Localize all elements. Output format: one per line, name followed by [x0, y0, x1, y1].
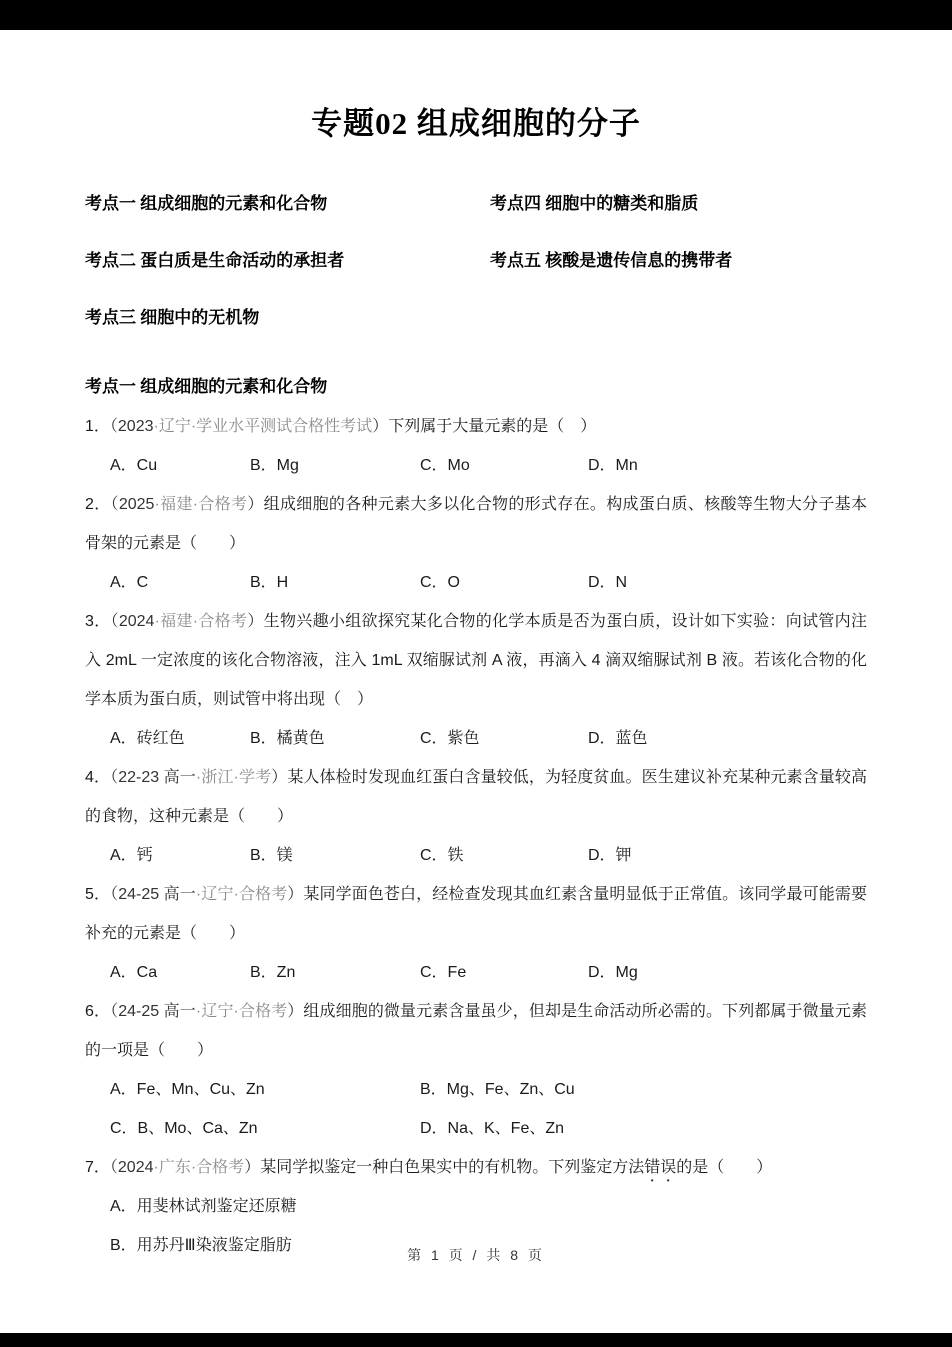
question-number: 7．	[85, 1159, 110, 1176]
question-source: ·福建·合格考	[154, 496, 248, 513]
question-source: ·辽宁·合格考	[195, 1003, 288, 1020]
question-list	[85, 407, 867, 1265]
option-a: A．Ca	[110, 964, 158, 981]
question-text: 下列属于大量元素的是（ ）	[388, 418, 597, 435]
question-options	[85, 836, 867, 875]
question-options	[85, 446, 867, 485]
toc-item-kaodian-5: 考点五 核酸是遗传信息的携带者	[490, 251, 733, 270]
option-a: A．用斐林试剂鉴定还原糖	[110, 1198, 297, 1215]
option-d: D．Mn	[588, 457, 638, 474]
question-source-year: （24-25 高一	[110, 1003, 196, 1020]
question-number: 3．	[85, 613, 111, 630]
option-c: C．紫色	[420, 730, 480, 747]
option-a: A．钙	[110, 847, 153, 864]
option-d: D．N	[588, 574, 628, 591]
question-number: 5．	[85, 886, 111, 903]
option-a: A．Cu	[110, 457, 158, 474]
option-b: B．Mg、Fe、Zn、Cu	[420, 1081, 575, 1098]
toc-item-kaodian-3: 考点三 细胞中的无机物	[85, 308, 260, 327]
question-source-year: （2025	[110, 496, 155, 513]
question-source-year: （2024	[110, 613, 155, 630]
page-title: 专题02 组成细胞的分子	[311, 106, 641, 141]
question-stem	[85, 407, 867, 446]
option-d: D．蓝色	[588, 730, 648, 747]
question-source-close: ）	[247, 496, 264, 513]
question-source-close: ）	[287, 886, 304, 903]
question-stem	[85, 875, 867, 953]
question-options	[85, 719, 867, 758]
question-source: ·辽宁·学业水平测试合格性考试	[153, 418, 373, 435]
question-text: 生物兴趣小组欲探究某化合物的化学本质是否为蛋白质，设计如下实验：向试管内注入 2mL 一定浓度的该化合物溶液，注入 1mL 双缩脲试剂 A 液，再滴入 4 滴双缩脲试剂 B 液。若该化合物的化学本质为蛋白质，则试管中将出现（ ）	[85, 613, 867, 708]
question-source-close: ）	[372, 418, 389, 435]
question-source-year: （24-25 高一	[110, 886, 196, 903]
question-text: 组成细胞的各种元素大多以化合物的形式存在。构成蛋白质、核酸等生物大分子基本骨架的元素是（ ）	[85, 496, 867, 552]
question-source: ·广东·合格考	[153, 1159, 245, 1176]
question-source-year: （22-23 高一	[110, 769, 196, 786]
question-text-emphasis: 错误	[644, 1159, 677, 1176]
option-a: A．Fe、Mn、Cu、Zn	[110, 1081, 265, 1098]
question-source-year: （2023	[109, 418, 154, 435]
option-d: D．Na、K、Fe、Zn	[420, 1120, 565, 1137]
question-source-close: ）	[244, 1159, 261, 1176]
question-source-year: （2024	[109, 1159, 154, 1176]
question-number: 4．	[85, 769, 111, 786]
option-d: D．Mg	[588, 964, 638, 981]
question-stem	[85, 758, 867, 836]
question-text: 组成细胞的微量元素含量虽少，但却是生命活动所必需的。下列都属于微量元素的一项是（ ）	[85, 1003, 867, 1059]
option-b: B．橘黄色	[250, 730, 325, 747]
question-5	[85, 875, 867, 992]
question-2	[85, 485, 867, 602]
option-c: C．O	[420, 574, 461, 591]
toc-item-kaodian-4: 考点四 细胞中的糖类和脂质	[490, 194, 699, 213]
option-c: C．B、Mo、Ca、Zn	[110, 1120, 258, 1137]
question-source: ·福建·合格考	[154, 613, 248, 630]
question-number: 1．	[85, 418, 110, 435]
question-text: 某同学拟鉴定一种白色果实中的有机物。下列鉴定方法	[260, 1159, 645, 1176]
question-text: 某人体检时发现血红蛋白含量较低，为轻度贫血。医生建议补充某种元素含量较高的食物，这种元素是（ ）	[85, 769, 867, 825]
question-stem	[85, 1148, 867, 1187]
question-source: ·浙江·学考	[195, 769, 272, 786]
toc-item-kaodian-2: 考点二 蛋白质是生命活动的承担者	[85, 251, 345, 270]
question-options	[85, 563, 867, 602]
document-page	[85, 30, 867, 1265]
question-text: 某同学面色苍白，经检查发现其血红素含量明显低于正常值。该同学最可能需要补充的元素是（ ）	[85, 886, 867, 942]
question-number: 2．	[85, 496, 111, 513]
toc-item-kaodian-1: 考点一 组成细胞的元素和化合物	[85, 194, 328, 213]
letterbox-bar-bottom	[0, 1333, 952, 1347]
question-stem	[85, 485, 867, 563]
option-a: A．砖红色	[110, 730, 185, 747]
section-heading: 考点一 组成细胞的元素和化合物	[85, 377, 328, 396]
question-source-close: ）	[287, 1003, 304, 1020]
question-3	[85, 602, 867, 758]
letterbox-bar-top	[0, 0, 952, 30]
question-1	[85, 407, 867, 485]
option-b: B．镁	[250, 847, 293, 864]
question-source: ·辽宁·合格考	[195, 886, 288, 903]
question-options	[85, 1070, 867, 1148]
question-source-close: ）	[247, 613, 264, 630]
option-b: B．H	[250, 574, 289, 591]
page-footer: 第 1 页 / 共 8 页	[407, 1247, 545, 1263]
question-options	[85, 953, 867, 992]
question-number: 6．	[85, 1003, 111, 1020]
topic-index	[85, 189, 867, 328]
question-6	[85, 992, 867, 1148]
question-text: 的是（ ）	[676, 1159, 773, 1176]
option-c: C．Mo	[420, 457, 470, 474]
question-stem	[85, 602, 867, 719]
option-c: C．Fe	[420, 964, 467, 981]
option-a: A．C	[110, 574, 149, 591]
option-b: B．用苏丹Ⅲ染液鉴定脂肪	[110, 1237, 292, 1254]
option-c: C．铁	[420, 847, 464, 864]
question-source-close: ）	[271, 769, 288, 786]
option-b: B．Mg	[250, 457, 299, 474]
question-4	[85, 758, 867, 875]
question-stem	[85, 992, 867, 1070]
option-d: D．钾	[588, 847, 632, 864]
option-b: B．Zn	[250, 964, 296, 981]
